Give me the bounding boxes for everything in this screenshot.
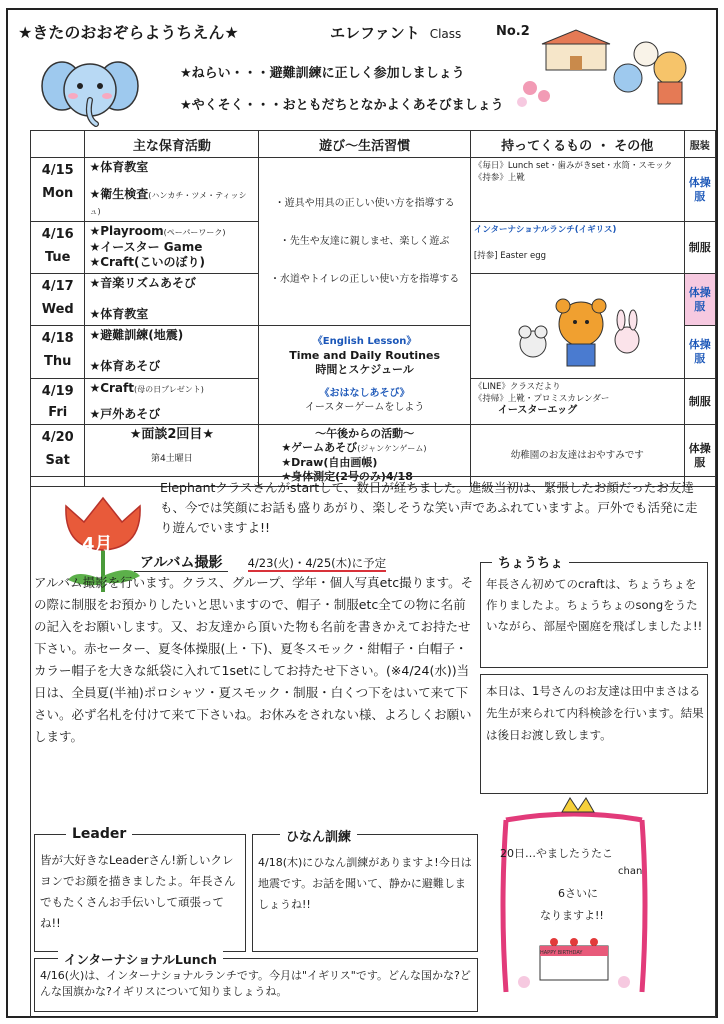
album-date: 4/23(火)・4/25(木)に予定 bbox=[247, 556, 387, 570]
birthday-line3: 6さいに bbox=[558, 887, 598, 900]
bring-cell: インターナショナルランチ(イギリス) [持参] Easter egg bbox=[470, 222, 684, 274]
birthday-line1: 20日…やましたうたこ bbox=[500, 847, 613, 860]
bring-header: 持ってくるもの ・ その他 bbox=[470, 131, 684, 158]
album-title: アルバム撮影 bbox=[134, 555, 228, 572]
album-body: アルバム撮影を行います。クラス、グループ、学年・個人写真etc撮ります。その際に制服をお預かりしたいと思いますので、帽子・制服etc全ての物に名前の記入をお願いします。又、お友達から頂いた物も名前を書きかえてお持たせ下さい。赤セーター、夏冬体操服(上・下)、夏冬スモック・紺帽子・白帽子・カラー帽子を大きな紙袋に入れて1setにしてお持たせ下さい。(※4/24(水))当日は、全員夏(半袖)ポロシャツ・夏スモック・制服・白くつ下をはいて来て下さい。必ず名札を付けて来て下さいね。お休みをされない様、よろしくお願いします。 bbox=[34, 575, 474, 744]
activities-header: 主な保育活動 bbox=[85, 131, 259, 158]
class-label: Class bbox=[429, 27, 462, 41]
intl-lunch-body: 4/16(火)は、インターナショナルランチです。今月は"イギリス"です。どんな国かな?どんな国旗かな?イギリスについて知りましょうね。 bbox=[40, 969, 471, 998]
elephant-illustration bbox=[40, 56, 140, 128]
activity-cell: ★音楽リズムあそび ★体育教室 bbox=[85, 274, 259, 326]
butterfly-title: ちょうちょ bbox=[492, 552, 569, 571]
afternoon-cell: ～午後からの活動～ ★ゲームあそび(ジャンケンゲーム) ★Draw(自由画帳) ★身体測定(2号のみ)4/18 bbox=[259, 425, 471, 487]
clothes-cell: 体操服 bbox=[684, 274, 715, 326]
clothes-header: 服装 bbox=[684, 131, 715, 158]
issue-number: No.2 bbox=[496, 24, 530, 39]
album-header bbox=[134, 552, 474, 570]
date-cell: 4/17 Wed bbox=[31, 274, 85, 326]
clothes-cell: 制服 bbox=[684, 379, 715, 425]
leader-body: 皆が大好きなLeaderさん!新しいクレヨンでお顔を描きましたよ。年長さんでもたくさんお手伝いして頑張ってね!! bbox=[40, 853, 236, 930]
school-animals-illustration bbox=[510, 26, 710, 110]
intro-text: Elephantクラスさんがstartして、数日が経ちました。進級当初は、緊張したお顔だったお友達も、今では笑顔にお話も盛りあがり、楽しそうな笑い声であふれていますよ。戸外でも活発に走り遊んでいますよ!! bbox=[160, 480, 698, 535]
bring-cell: 《LINE》クラスだより 《持帰》上靴・プロミスカレンダー イースターエッグ bbox=[470, 379, 684, 425]
date-cell: 4/19 Fri bbox=[31, 379, 85, 425]
bear-friends-illustration bbox=[471, 274, 671, 374]
health-body: 本日は、1号さんのお友達は田中まさはる先生が来られて内科検診を行います。結果は後日お渡し致します。 bbox=[486, 684, 704, 742]
table-row bbox=[31, 158, 716, 222]
month-badge: 4月 bbox=[82, 534, 113, 555]
activity-cell: ★面談2回目★ 第4土曜日 bbox=[85, 425, 259, 487]
clothes-cell: 体操服 bbox=[684, 326, 715, 379]
play-cell: 《English Lesson》 Time and Daily Routines 時間とスケジュール 《おはなしあそび》 イースターゲームをしよう bbox=[259, 326, 471, 425]
evac-body: 4/18(木)にひなん訓練がありますよ!今日は地震です。お話を聞いて、静かに避難しましょうね!! bbox=[258, 856, 472, 911]
date-cell: 4/16 Tue bbox=[31, 222, 85, 274]
date-cell: 4/20 Sat bbox=[31, 425, 85, 487]
butterfly-body: 年長さん初めてのcraftは、ちょうちょを作りましたよ。ちょうちょのsongをうたいながら、部屋や園庭を飛ばしましたよ!! bbox=[486, 577, 703, 633]
play-header: 遊び～生活習慣 bbox=[259, 131, 471, 158]
bring-cell: 《毎日》Lunch set・歯みがきset・水筒・スモック 《持参》上靴 bbox=[470, 158, 684, 222]
date-header bbox=[31, 131, 85, 158]
date-cell: 4/15 Mon bbox=[31, 158, 85, 222]
table-header-row bbox=[31, 131, 716, 158]
activity-cell: ★Playroom(ペーパーワーク) ★イースター Game ★Craft(こいのぼり) bbox=[85, 222, 259, 274]
birthday-line4: なりますよ!! bbox=[540, 909, 604, 922]
aim-text: ★ねらい・・・避難訓練に正しく参加しましょう bbox=[180, 66, 465, 81]
class-name: エレファント bbox=[330, 24, 420, 42]
play-cell: ・遊具や用具の正しい使い方を指導する ・先生や友達に親しませ、楽しく遊ぶ ・水道やトイレの正しい使い方を指導する bbox=[259, 158, 471, 326]
weekly-schedule-table bbox=[30, 130, 716, 487]
bring-cell: 幼稚園のお友達はおやすみです bbox=[470, 425, 684, 487]
intl-lunch-title: インターナショナルLunch bbox=[58, 950, 223, 968]
date-cell: 4/18 Thu bbox=[31, 326, 85, 379]
birthday-line2: chan bbox=[618, 866, 643, 877]
promise-text: ★やくそく・・・おともだちとなかよくあそびましょう bbox=[180, 98, 504, 113]
activity-cell: ★Craft(母の日プレゼント) ★戸外あそび bbox=[85, 379, 259, 425]
activity-cell: ★体育教室 ★衛生検査(ハンカチ・ツメ・ティッシュ) bbox=[85, 158, 259, 222]
cake-text: HAPPY BIRTHDAY bbox=[540, 950, 583, 956]
bring-cell bbox=[470, 274, 684, 379]
clothes-cell: 制服 bbox=[684, 222, 715, 274]
clothes-cell: 体操服 bbox=[684, 425, 715, 487]
class-title bbox=[330, 22, 461, 43]
evac-title: ひなん訓練 bbox=[280, 826, 357, 845]
clothes-cell: 体操服 bbox=[684, 158, 715, 222]
school-name: ★きたのおおぞらようちえん★ bbox=[18, 23, 239, 42]
leader-title: Leader bbox=[66, 826, 132, 842]
activity-cell: ★避難訓練(地震) ★体育あそび bbox=[85, 326, 259, 379]
